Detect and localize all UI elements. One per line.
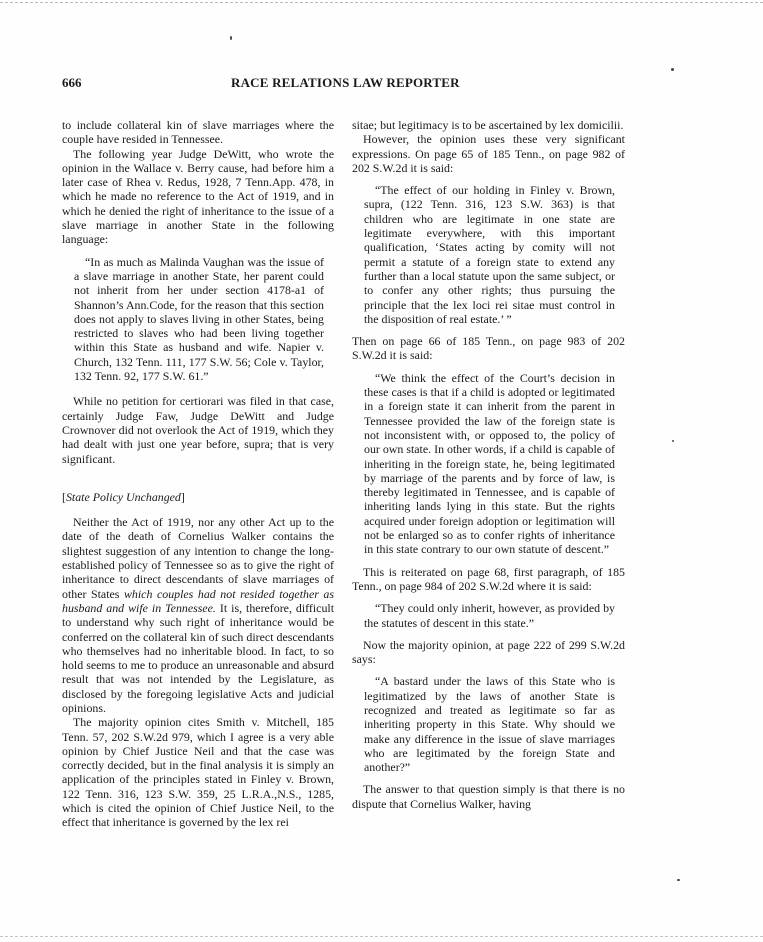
- block-quote: “In as much as Malinda Vaughan was the issue of a slave marriage in another State, her parent could not inherit from her under section 4178-a1 of Shannon’s Ann.Code, for the reason that this section does not apply to slaves living in other States, being restricted to slaves who had been living together within this State as husband and wife. Napier v. Church, 132 Tenn. 111, 177 S.W. 56; Cole v. Taylor, 132 Tenn. 92, 177 S.W. 61.”: [74, 254, 324, 384]
- block-quote: “The effect of our holding in Finley v. Brown, supra, (122 Tenn. 316, 123 S.W. 363) is that children who are legitimate in one state are legitimate everywhere, with this important qualification, ‘States acting by comity will not permit a statute of a foreign state to extend any further than a local statute upon the same subject, or to confer any other rights; thus pursuing the principle that the lex loci rei sitae must control in the disposition of real estate.’ ”: [364, 183, 615, 326]
- italic-emphasis: which couples had not resided together as husband and wife in Tennessee.: [62, 586, 334, 615]
- left-column: [62, 118, 334, 830]
- block-quote: “They could only inherit, however, as provided by the statutes of descent in this state.”: [364, 601, 615, 630]
- right-column: [352, 118, 625, 811]
- section-heading: [State Policy Unchanged]: [62, 489, 185, 504]
- top-edge-dashed-rule: [0, 2, 763, 3]
- scan-speck: [671, 68, 674, 71]
- running-head: RACE RELATIONS LAW REPORTER: [231, 75, 460, 90]
- paragraph: [62, 515, 334, 715]
- block-quote: “A bastard under the laws of this State who is legitimatized by the laws of another State is recognized and treated as legitimate so far as inheriting property in this State. Why should we make any difference in the issue of slave marriages who are legitimated by the foreign State and another?”: [364, 674, 615, 775]
- paragraph-text: It is, therefore, difficult to understand why such right of inheritance would be conferred on the collateral kin of such direct descendants who themselves had no inheritable blood. In fact, to so hold seems to me to produce an unreasonable and absurd result that was not intended by the Legislature, as disclosed by the foregoing legislative Acts and judicial opinions.: [62, 600, 334, 715]
- scan-speck: [677, 879, 680, 881]
- section-heading-text: State Policy Unchanged: [65, 489, 181, 504]
- scan-speck: [672, 440, 674, 442]
- paragraph: However, the opinion uses these very significant expressions. On page 65 of 185 Tenn., on page 982 of 202 S.W.2d it is said:: [352, 132, 625, 175]
- paragraph: Now the majority opinion, at page 222 of 299 S.W.2d says:: [352, 637, 625, 667]
- paragraph: sitae; but legitimacy is to be ascertained by lex domicilii.: [352, 118, 624, 132]
- paragraph: The following year Judge DeWitt, who wrote the opinion in the Wallace v. Berry cause, had before him a later case of Rhea v. Redus, 1928, 7 Tenn.App. 478, in which he made no reference to the Act of 1919, and in which he denied the right of inheritance to the issue of a slave marriage in another State in the following language:: [62, 146, 334, 247]
- paragraph: This is reiterated on page 68, first paragraph, of 185 Tenn., on page 984 of 202 S.W.2d where it is said:: [352, 564, 625, 593]
- paragraph: The majority opinion cites Smith v. Mitchell, 185 Tenn. 57, 202 S.W.2d 979, which I agree is a very able opinion by Chief Justice Neil and that the case was correctly decided, but in the final analysis it is simply an application of the principles stated in Finley v. Brown, 122 Tenn. 316, 123 S.W. 359, 25 L.R.A.,N.S., 1285, which is cited the opinion of Chief Justice Neil, to the effect that inheritance is governed by the lex rei: [62, 715, 334, 830]
- paragraph: While no petition for certiorari was filed in that case, certainly Judge Faw, Judge DeWitt and Judge Crownover did not overlook the Act of 1919, which they had dealt with just one year before, supra; that is very significant.: [62, 394, 334, 466]
- paragraph: The answer to that question simply is that there is no dispute that Cornelius Walker, having: [352, 782, 625, 811]
- scan-speck: [230, 36, 232, 40]
- paragraph-text: Neither the Act of 1919, nor any other Act up to the date of the death of Cornelius Walker contains the slightest suggestion of any intention to change the long-established policy of Tennessee so as to give the right of inheritance to direct descendants of slave marriages of other States: [62, 515, 334, 601]
- bottom-edge-dashed-rule: [0, 936, 763, 937]
- page-number: 666: [62, 75, 82, 90]
- block-quote: “We think the effect of the Court’s decision in these cases is that if a child is adopted or legitimated in a foreign state it can inherit from the parent in Tennessee provided the law of the foreign state is not inconsistent with, or opposed to, the policy of our own state. In other words, if a child is capable of inheriting in the foreign state, he, being legitimated by marriage of the parents and by force of law, is thereby legitimated in Tennessee, and is capable of inheriting lands lying in this state. But the rights acquired under foreign adoption or legitimation will not be enlarged so as to confer rights of inheritance in this state contrary to our own statute of descent.”: [364, 370, 615, 557]
- paragraph: Then on page 66 of 185 Tenn., on page 983 of 202 S.W.2d it is said:: [352, 334, 625, 363]
- paragraph: to include collateral kin of slave marriages where the couple have resided in Tennessee.: [62, 118, 334, 147]
